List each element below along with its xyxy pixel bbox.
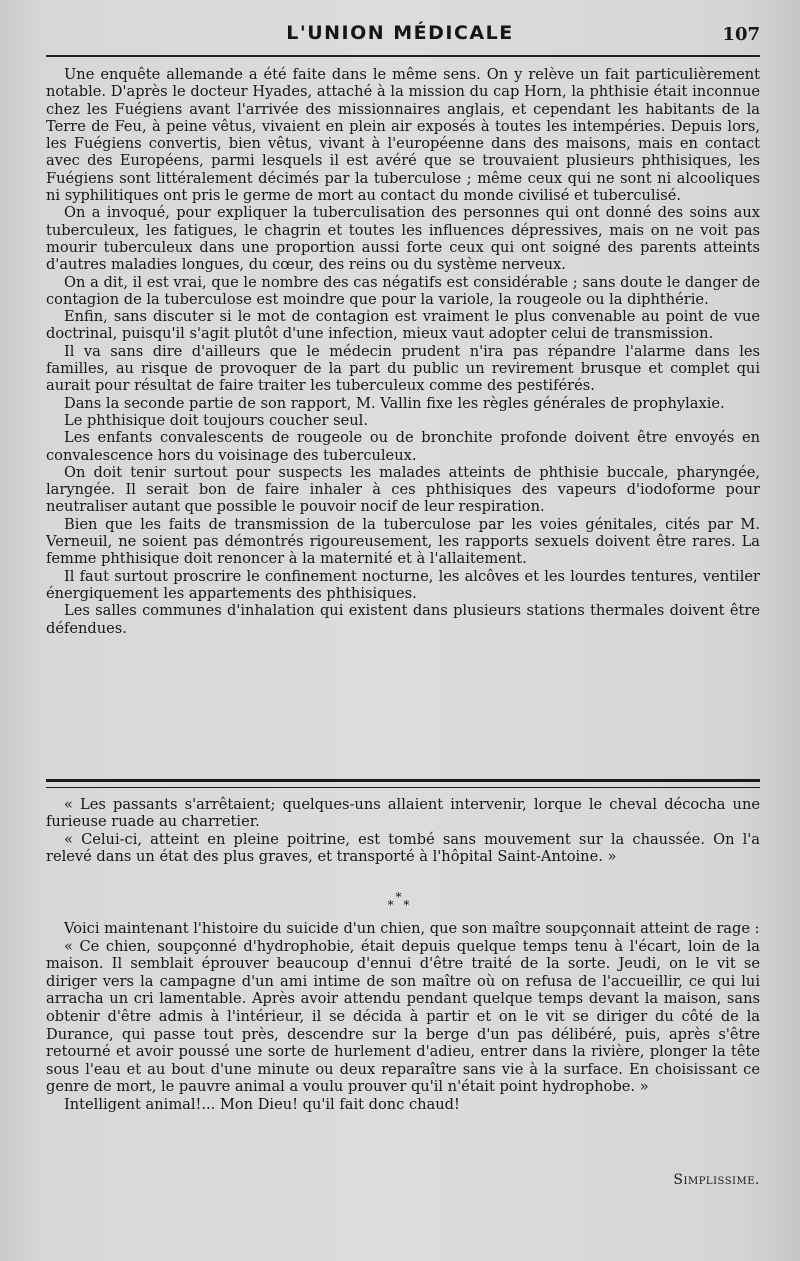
paragraph: Intelligent animal!... Mon Dieu! qu'il fait donc chaud! (64, 1095, 460, 1113)
anecdote-section (46, 796, 760, 866)
paragraph: « Les passants s'arrêtaient; quelques-uns allaient intervenir, lorque le cheval décocha une furieuse ruade au charretier. (46, 796, 760, 831)
paragraph: Les enfants convalescents de rougeole ou de bronchite profonde doivent être envoyés en convalescence hors du voisinage des tuberculeux. (46, 429, 760, 464)
paragraph: Il va sans dire d'ailleurs que le médecin prudent n'ira pas répandre l'alarme dans les familles, au risque de provoquer de la part du public un revirement brusque et complet qui aurait pour résultat de faire traiter les tuberculeux comme des pestiférés. (46, 342, 760, 395)
paragraph: On doit tenir surtout pour suspects les malades atteints de phthisie buccale, pharyngée, laryngée. Il serait bon de faire inhaler à ces phthisiques des vapeurs d'iodoforme pour neutraliser autant que possible le pouvoir nocif de leur respiration. (46, 463, 760, 516)
page-header (40, 22, 760, 52)
paragraph: Le phthisique doit toujours coucher seul. (64, 411, 368, 429)
section-divider (46, 779, 760, 788)
paragraph: Une enquête allemande a été faite dans le même sens. On y relève un fait particulièrement notable. D'après le docteur Hyades, attaché à la mission du cap Horn, la phthisie était inconnue chez les Fuégiens avant l'arrivée des missionnaires anglais, et cependant les habitants de la Terre de Feu, à peine vêtus, vivaient en plein air exposés à toutes les intempéries. Depuis lors, les Fuégiens convertis, bien vêtus, vivant à l'européenne dans des maisons, mais en contact avec des Européens, parmi lesquels il est avéré que se trouvaient plusieurs phthisiques, les Fuégiens sont littéralement décimés par la tuberculose ; même ceux qui ne sont ni alcooliques ni syphilitiques ont pris le germe de mort au contact du monde civilisé et tuberculisé. (46, 66, 760, 205)
journal-title: L'UNION MÉDICALE (286, 22, 514, 44)
paragraph: On a invoqué, pour expliquer la tuberculisation des personnes qui ont donné des soins aux tuberculeux, les fatigues, le chagrin et toutes les influences dépressives, mais on ne voit pas mourir tuberculeux dans une proportion aussi forte ceux qui ont soigné des parents atteints d'autres maladies longues, du cœur, des reins ou du système nerveux. (46, 204, 760, 274)
paragraph: On a dit, il est vrai, que le nombre des cas négatifs est considérable ; sans doute le danger de contagion de la tuberculose est moindre que pour la variole, la rougeole ou la diphthérie. (46, 273, 760, 308)
paragraph: « Celui-ci, atteint en pleine poitrine, est tombé sans mouvement sur la chaussée. On l'a relevé dans un état des plus graves, et transporté à l'hôpital Saint-Antoine. » (46, 830, 760, 866)
header-rule (46, 55, 760, 57)
paragraph: Enfin, sans discuter si le mot de contagion est vraiment le plus convenable au point de vue doctrinal, puisqu'il s'agit plutôt d'une infection, mieux vaut adopter celui de transmission. (46, 308, 760, 343)
anecdote-section (46, 920, 760, 1114)
paragraph: Bien que les faits de transmission de la tuberculose par les voies génitales, cités par M. Verneuil, ne soient pas démontrés rigoureusement, les rapports sexuels doivent être rares. La femme phthisique doit renoncer à la maternité et à l'allaitement. (46, 515, 760, 568)
author-signature: Simplissime. (673, 1172, 760, 1188)
paragraph: Voici maintenant l'histoire du suicide d'un chien, que son maître soupçonnait atteint de rage : (64, 920, 760, 937)
paragraph: Les salles communes d'inhalation qui existent dans plusieurs stations thermales doivent être défendues. (46, 602, 760, 637)
page-number: 107 (722, 24, 760, 45)
paragraph: Il faut surtout proscrire le confinement nocturne, les alcôves et les lourdes tentures, ventiler énergiquement les appartements des phthisiques. (46, 567, 760, 602)
article-body (46, 66, 760, 637)
asterism-separator: * * * (387, 890, 413, 912)
paragraph: « Ce chien, soupçonné d'hydrophobie, était depuis quelque temps tenu à l'écart, loin de la maison. Il semblait éprouver beaucoup d'ennui d'être traité de la sorte. Jeudi, on le vit se diriger vers la campagne d'un ami intime de son maître où on refusa de l'accueillir, ce qui lui arracha un cri lamentable. Après avoir attendu pendant quelque temps devant la maison, sans obtenir d'être admis à l'intérieur, il se décida à partir et on le vit se diriger du côté de la Durance, qui passe tout près, descendre sur la berge d'un pas délibéré, puis, après s'être retourné et avoir poussé une sorte de hurlement d'adieu, entrer dans la rivière, plonger la tête sous l'eau et au bout d'une minute ou deux reparaître sans vie à la surface. En choisissant ce genre de mort, le pauvre animal a voulu prouver qu'il n'était point hydrophobe. » (46, 937, 760, 1096)
paragraph: Dans la seconde partie de son rapport, M. Vallin fixe les règles générales de prophylaxie. (64, 394, 725, 412)
